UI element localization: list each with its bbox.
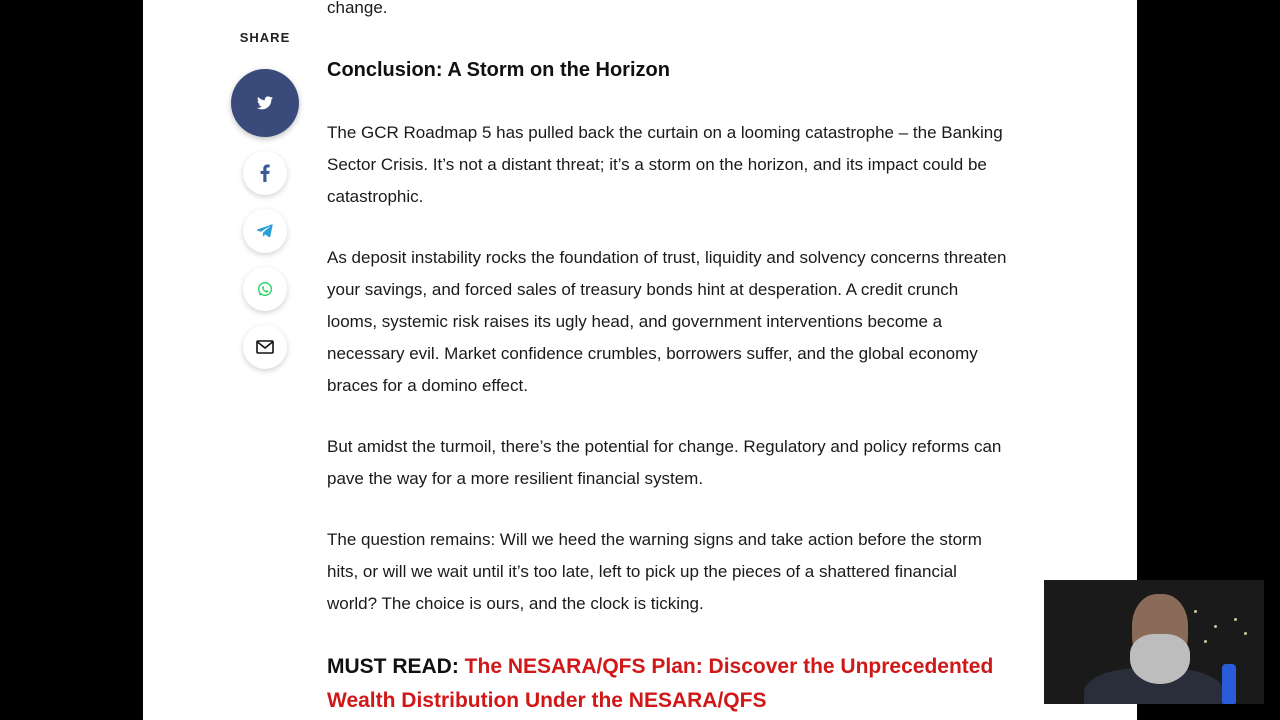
background-light — [1204, 640, 1207, 643]
share-sidebar — [231, 0, 299, 369]
telegram-share-button[interactable] — [243, 209, 287, 253]
article-page — [143, 0, 1137, 720]
background-light — [1214, 625, 1217, 628]
background-light — [1234, 618, 1237, 621]
must-read-callout — [327, 650, 1007, 718]
must-read-label: MUST READ: — [327, 655, 459, 678]
previous-paragraph-end: change. — [327, 0, 388, 17]
twitter-icon — [257, 96, 273, 110]
share-label: SHARE — [239, 30, 291, 45]
whatsapp-share-button[interactable] — [243, 267, 287, 311]
webcam-video-overlay — [1044, 580, 1264, 704]
email-icon — [256, 340, 274, 354]
section-heading: Conclusion: A Storm on the Horizon — [327, 59, 670, 81]
must-read-link[interactable]: The NESARA/QFS Plan: Discover the Unprecedented Wealth Distribution Under the NESARA/QFS — [327, 655, 994, 712]
paragraph-1: The GCR Roadmap 5 has pulled back the curtain on a looming catastrophe – the Banking Sector Crisis. It’s not a distant threat; it’s a storm on the horizon, and its impact could be catastrophic. — [327, 123, 1003, 206]
background-light — [1194, 610, 1197, 613]
twitter-share-button[interactable] — [231, 69, 299, 137]
paragraph-2: As deposit instability rocks the foundation of trust, liquidity and solvency concerns threaten your savings, and forced sales of treasury bonds hint at desperation. A credit crunch looms, systemic risk raises its ugly head, and government interventions become a necessary evil. Market confidence crumbles, borrowers suffer, and the global economy braces for a domino effect. — [327, 248, 1007, 395]
background-light — [1244, 632, 1247, 635]
telegram-icon — [257, 224, 273, 238]
email-share-button[interactable] — [243, 325, 287, 369]
facebook-share-button[interactable] — [243, 151, 287, 195]
facebook-icon — [260, 164, 270, 182]
water-bottle — [1222, 664, 1236, 704]
paragraph-3: But amidst the turmoil, there’s the potential for change. Regulatory and policy reforms can pave the way for a more resilient financial system. — [327, 437, 1002, 488]
paragraph-4: The question remains: Will we heed the warning signs and take action before the storm hits, or will we wait until it’s too late, left to pick up the pieces of a shattered financial world? The choice is ours, and the clock is ticking. — [327, 530, 982, 613]
whatsapp-icon — [257, 281, 273, 297]
presenter-beard — [1130, 634, 1190, 684]
